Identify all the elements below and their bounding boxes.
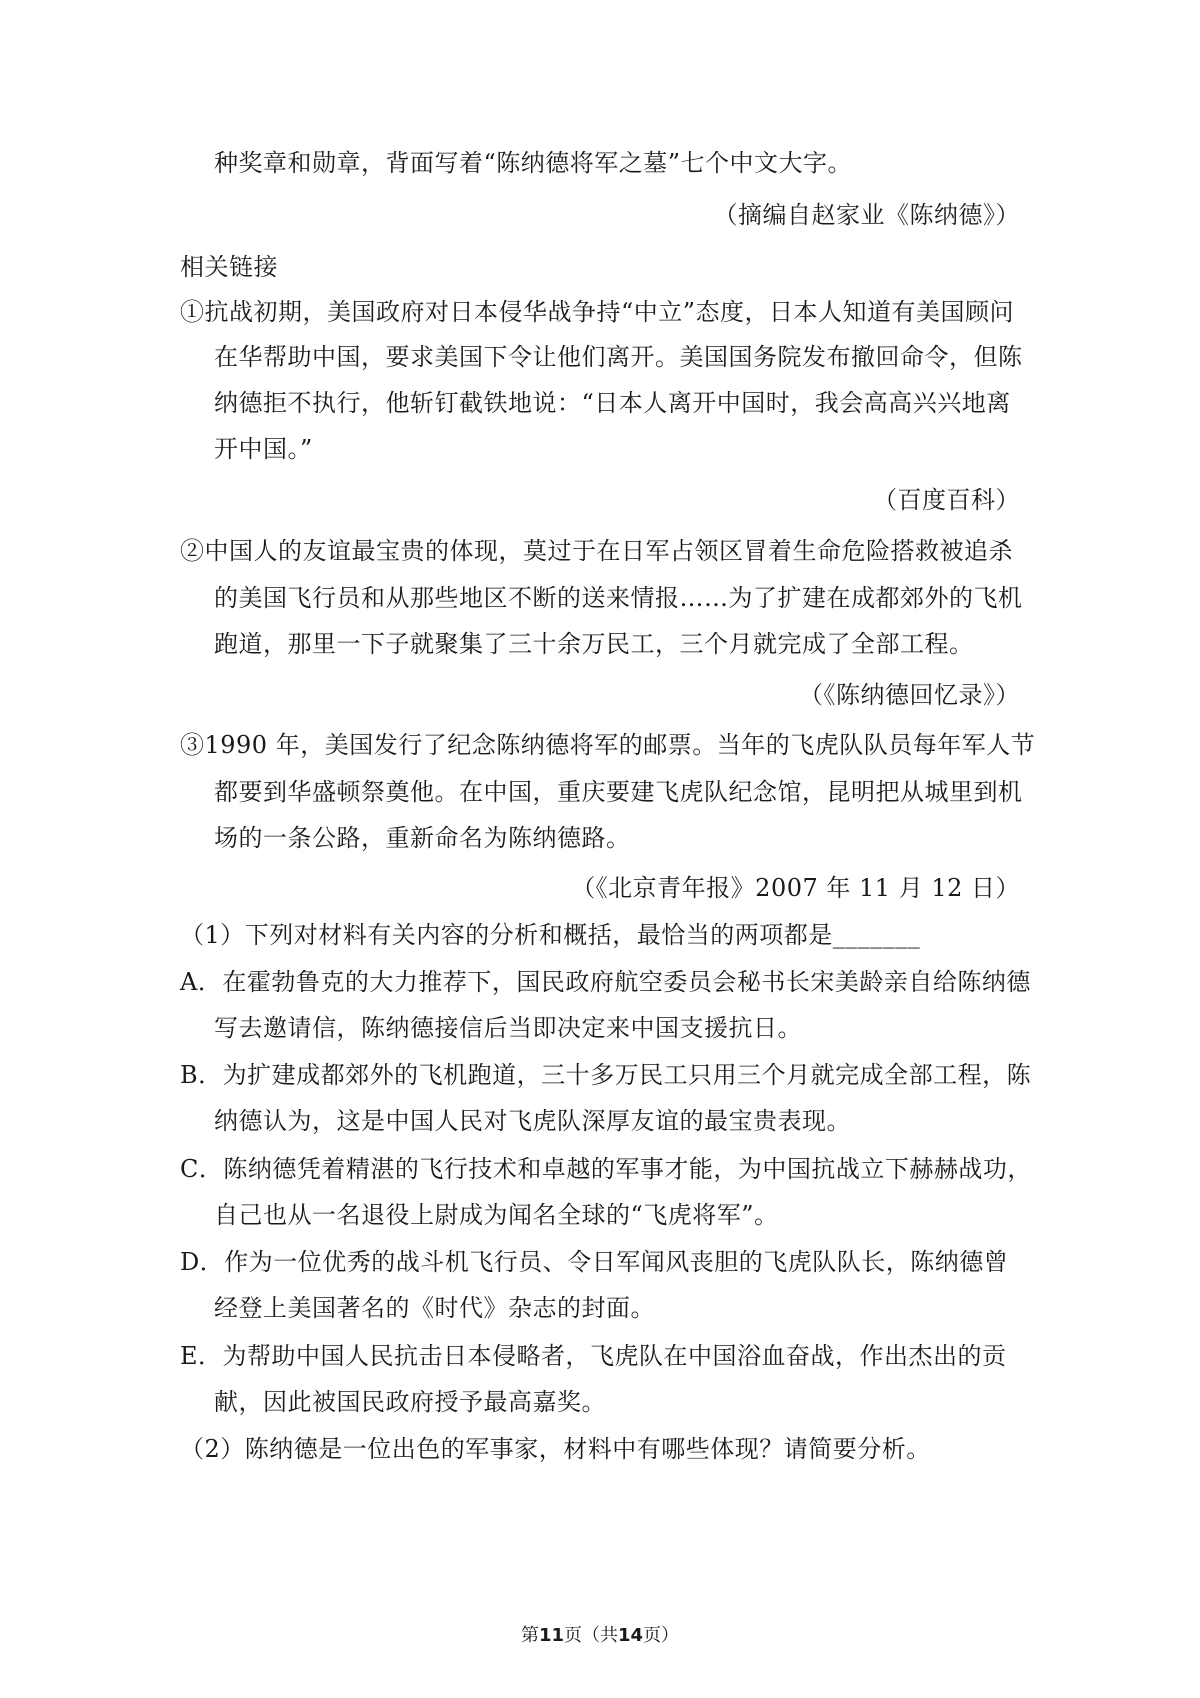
link-item-1-source: （百度百科） xyxy=(873,486,1020,514)
links-heading: 相关链接 xyxy=(180,253,278,281)
option-c-line-1: C．陈纳德凭着精湛的飞行技术和卓越的军事才能，为中国抗战立下赫赫战功， xyxy=(180,1155,1032,1183)
option-e-line-2: 献，因此被国民政府授予最高嘉奖。 xyxy=(214,1388,606,1416)
link-item-2-source: （《陈纳德回忆录》） xyxy=(799,681,1020,709)
link-item-3-line-2: 都要到华盛顿祭奠他。在中国，重庆要建飞虎队纪念馆，昆明把从城里到机 xyxy=(214,778,1023,806)
link-item-1-line-4: 开中国。” xyxy=(214,435,313,463)
footer-page-number: 11 xyxy=(538,1625,564,1646)
footer-suffix: 页） xyxy=(643,1625,680,1646)
footer-total-pages: 14 xyxy=(618,1625,644,1646)
link-item-2-line-1: ②中国人的友谊最宝贵的体现，莫过于在日军占领区冒着生命危险搭救被追杀 xyxy=(180,537,1013,565)
link-item-1-line-2: 在华帮助中国，要求美国下令让他们离开。美国国务院发布撤回命令，但陈 xyxy=(214,343,1023,371)
link-item-2-line-2: 的美国飞行员和从那些地区不断的送来情报……为了扩建在成都郊外的飞机 xyxy=(214,584,1023,612)
footer-middle: 页（共 xyxy=(564,1625,618,1646)
footer-prefix: 第 xyxy=(520,1625,539,1646)
material-source: （摘编自赵家业《陈纳德》） xyxy=(713,201,1020,229)
option-e-line-1: E．为帮助中国人民抗击日本侵略者，飞虎队在中国浴血奋战，作出杰出的贡 xyxy=(180,1342,1007,1370)
link-item-2-line-3: 跑道，那里一下子就聚集了三十余万民工，三个月就完成了全部工程。 xyxy=(214,630,974,658)
option-b-line-1: B．为扩建成都郊外的飞机跑道，三十多万民工只用三个月就完成全部工程，陈 xyxy=(180,1061,1032,1089)
link-item-3-line-1: ③1990 年，美国发行了纪念陈纳德将军的邮票。当年的飞虎队队员每年军人节 xyxy=(180,731,1036,759)
link-item-3-line-3: 场的一条公路，重新命名为陈纳德路。 xyxy=(214,824,631,852)
option-a-line-2: 写去邀请信，陈纳德接信后当即决定来中国支援抗日。 xyxy=(214,1014,802,1042)
option-a-line-1: A．在霍勃鲁克的大力推荐下，国民政府航空委员会秘书长宋美龄亲自给陈纳德 xyxy=(180,968,1031,996)
option-d-line-2: 经登上美国著名的《时代》杂志的封面。 xyxy=(214,1294,655,1322)
option-d-line-1: D．作为一位优秀的战斗机飞行员、令日军闻风丧胆的飞虎队队长，陈纳德曾 xyxy=(180,1248,1009,1276)
page-footer xyxy=(0,1625,1200,1647)
question-2-stem: （2）陈纳德是一位出色的军事家，材料中有哪些体现？请简要分析。 xyxy=(180,1435,931,1463)
question-1-stem: （1）下列对材料有关内容的分析和概括，最恰当的两项都是_______ xyxy=(180,921,921,949)
link-item-1-line-1: ①抗战初期，美国政府对日本侵华战争持“中立”态度，日本人知道有美国顾问 xyxy=(180,298,1015,326)
link-item-1-line-3: 纳德拒不执行，他斩钉截铁地说：“日本人离开中国时，我会高高兴兴地离 xyxy=(214,389,1011,417)
option-c-line-2: 自己也从一名退役上尉成为闻名全球的“飞虎将军”。 xyxy=(214,1201,779,1229)
option-b-line-2: 纳德认为，这是中国人民对飞虎队深厚友谊的最宝贵表现。 xyxy=(214,1107,851,1135)
material-continuation: 种奖章和勋章，背面写着“陈纳德将军之墓”七个中文大字。 xyxy=(214,149,853,177)
link-item-3-source: （《北京青年报》2007 年 11 月 12 日） xyxy=(571,874,1020,902)
